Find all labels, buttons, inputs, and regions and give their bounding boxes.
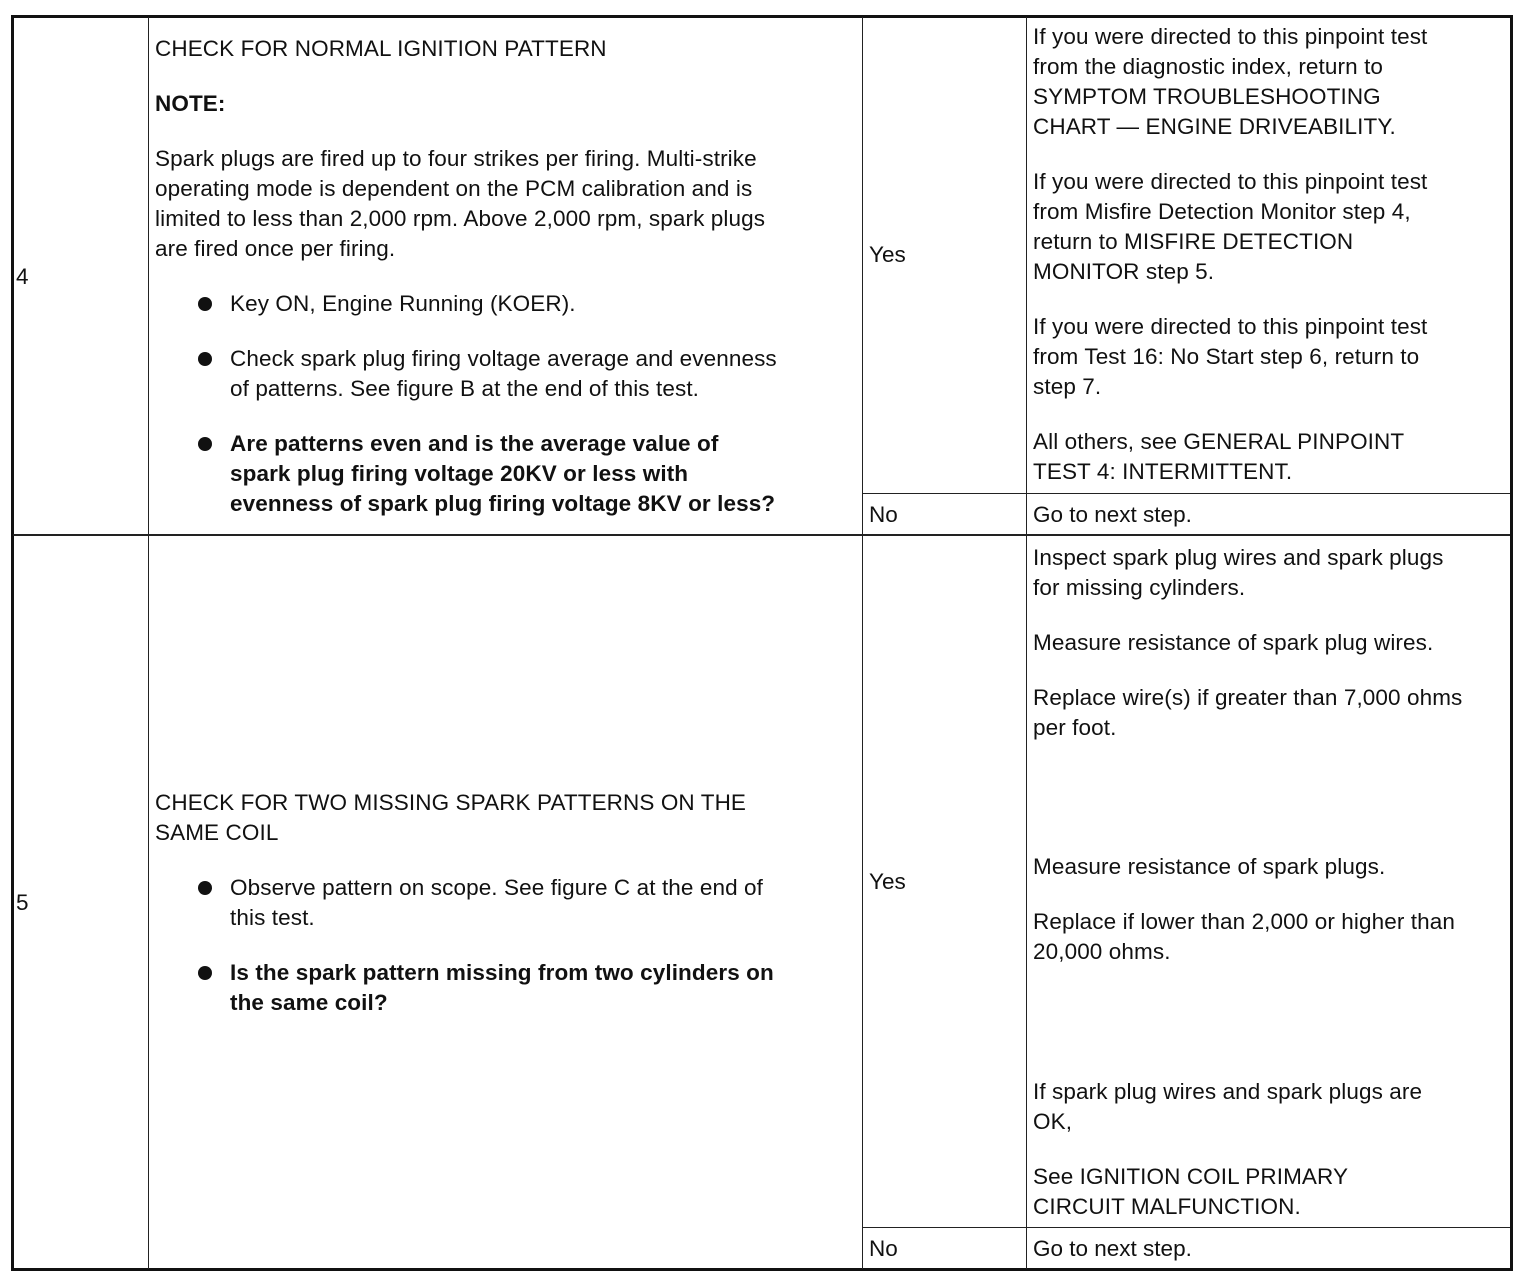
result-yes-label: Yes xyxy=(869,242,906,267)
row-divider xyxy=(13,534,1510,536)
result-no-label: No xyxy=(869,1236,898,1261)
action-paragraph: Inspect spark plug wires and spark plugs for missing cylinders. xyxy=(1033,545,1444,600)
instruction-question: Is the spark pattern missing from two cylinders on the same coil? xyxy=(155,958,774,1018)
instruction-item: Observe pattern on scope. See figure C at the end of this test. xyxy=(155,873,774,933)
instruction-item: Check spark plug firing voltage average and evenness of patterns. See figure B at the end of this test. xyxy=(155,344,777,404)
step-title: CHECK FOR TWO MISSING SPARK PATTERNS ON THE SAME COIL xyxy=(155,790,747,845)
action-paragraph: Replace if lower than 2,000 or higher than 20,000 ohms. xyxy=(1033,909,1455,964)
action-paragraph: If you were directed to this pinpoint test from Test 16: No Start step 6, return to step 7. xyxy=(1033,314,1428,399)
action-paragraph: Replace wire(s) if greater than 7,000 ohms per foot. xyxy=(1033,685,1463,740)
result-no-label: No xyxy=(869,502,898,527)
action-no-text: Go to next step. xyxy=(1033,1236,1192,1261)
column-divider xyxy=(148,17,149,1269)
note-label: NOTE: xyxy=(155,91,226,116)
step-title: CHECK FOR NORMAL IGNITION PATTERN xyxy=(155,36,607,61)
action-yes-cell xyxy=(1033,22,1427,487)
result-yes-label: Yes xyxy=(869,869,906,894)
bullet-icon xyxy=(198,352,212,366)
test-step-cell xyxy=(155,34,777,519)
action-paragraph: See IGNITION COIL PRIMARY CIRCUIT MALFUNCTION. xyxy=(1033,1164,1349,1219)
action-paragraph: Measure resistance of spark plugs. xyxy=(1033,854,1386,879)
bullet-icon xyxy=(198,437,212,451)
step-number: 5 xyxy=(16,890,29,915)
bullet-icon xyxy=(198,966,212,980)
instruction-item: Key ON, Engine Running (KOER). xyxy=(155,289,777,319)
action-no-text: Go to next step. xyxy=(1033,502,1192,527)
action-yes-cell xyxy=(1033,543,1462,743)
action-paragraph: If you were directed to this pinpoint test from Misfire Detection Monitor step 4, return to MISFIRE DETECTION MONITOR step 5. xyxy=(1033,169,1428,284)
row-divider xyxy=(862,493,1510,494)
bullet-icon xyxy=(198,297,212,311)
action-paragraph: Measure resistance of spark plug wires. xyxy=(1033,630,1434,655)
instruction-list xyxy=(155,873,774,1018)
note-text: Spark plugs are fired up to four strikes per firing. Multi-strike operating mode is dependent on the PCM calibration and is limited to less than 2,000 rpm. Above 2,000 rpm, spark plugs are fired once per firing. xyxy=(155,146,766,261)
step-number: 4 xyxy=(16,264,29,289)
column-divider xyxy=(862,17,863,1269)
action-yes-cell-continued xyxy=(1033,852,1455,967)
action-paragraph: If you were directed to this pinpoint test from the diagnostic index, return to SYMPTOM TROUBLESHOOTING CHART — ENGINE DRIVEABILITY. xyxy=(1033,24,1428,139)
action-paragraph: All others, see GENERAL PINPOINT TEST 4: INTERMITTENT. xyxy=(1033,429,1405,484)
row-divider xyxy=(862,1227,1510,1228)
action-paragraph: If spark plug wires and spark plugs are OK, xyxy=(1033,1079,1423,1134)
test-step-cell xyxy=(155,788,774,1018)
instruction-question: Are patterns even and is the average value of spark plug firing voltage 20KV or less with evenness of spark plug firing voltage 8KV or less? xyxy=(155,429,777,519)
action-yes-cell-final xyxy=(1033,1077,1422,1222)
bullet-icon xyxy=(198,881,212,895)
column-divider xyxy=(1026,17,1027,1269)
instruction-list xyxy=(155,289,777,519)
